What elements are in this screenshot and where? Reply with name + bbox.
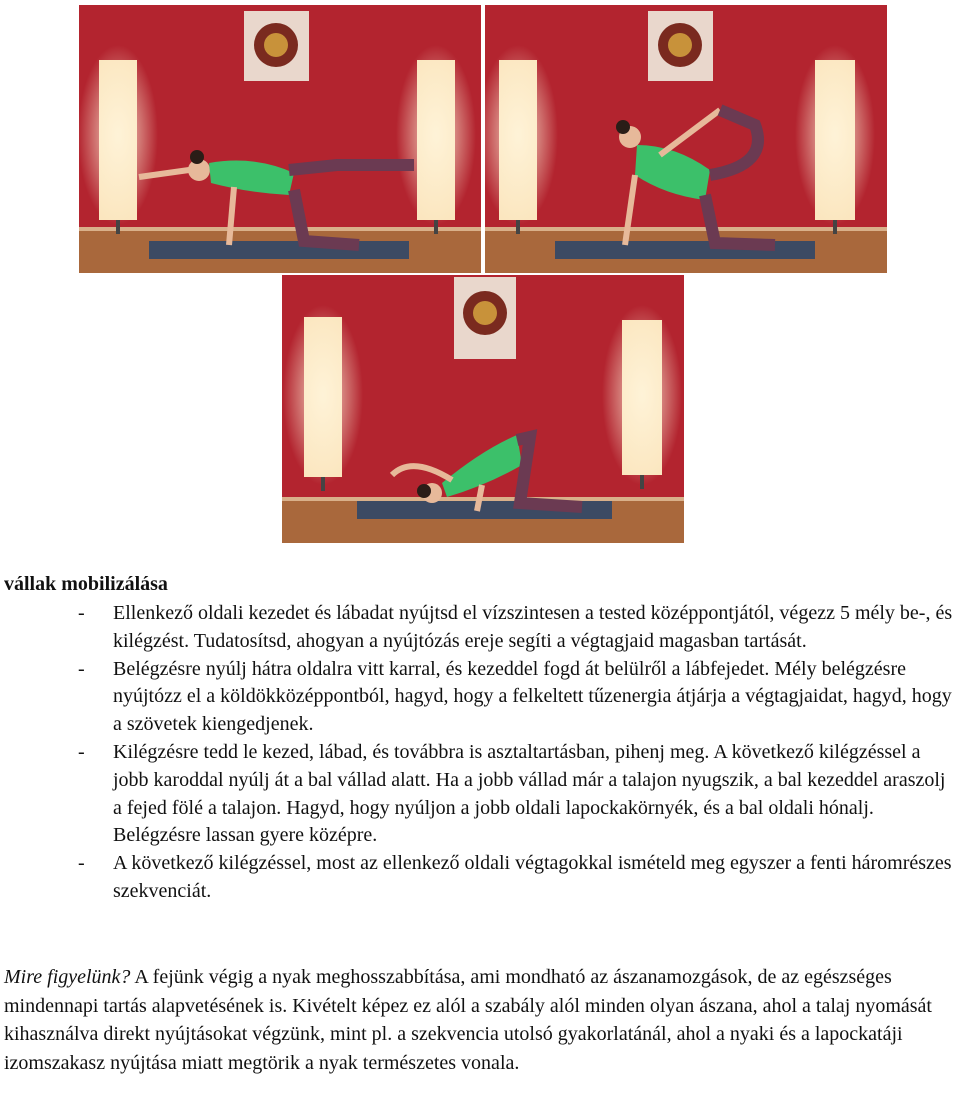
yoga-photo-2-image (485, 5, 887, 273)
step-item: - Belégzésre nyúlj hátra oldalra vitt karral, és kezeddel fogd át belülről a lábfejedet. Mély belégzésre nyújtózz el a köldökközéppontból, hagyd, hogy a felkeltett tűzenergia átjárja a végtagjaidat, hagyd, hogy a szövetek kiengedjenek. (0, 656, 960, 739)
yoga-photo-1-image (79, 5, 481, 273)
section-heading: vállak mobilizálása (4, 573, 168, 595)
note-label: Mire figyelünk? (4, 966, 131, 988)
yoga-photo-1 (79, 5, 481, 273)
yoga-photo-3 (282, 275, 684, 543)
note-text: A fejünk végig a nyak meghosszabbítása, ami mondható az ászanamozgások, de az egészséges mindennapi tartás alapvetésének is. Kivételt képez ez alól a szabály alól minden olyan ászana, ahol a talaj nyomását kihasználva direkt nyújtásokat végzünk, mint pl. a szekvencia utolsó gyakorlatánál, ahol a nyaki és a lapockatáji izomszakasz nyújtása miatt megtörik a nyak természetes vonala. (4, 966, 932, 1074)
yoga-photo-3-image (282, 275, 684, 543)
step-item: - Kilégzésre tedd le kezed, lábad, és továbbra is asztaltartásban, pihenj meg. A következő kilégzéssel a jobb karoddal nyúlj át a bal vállad alatt. Ha a jobb vállad már a talajon nyugszik, a bal kezeddel araszolj a fejed fölé a talajon. Hagyd, hogy nyúljon a jobb oldali lapockakörnyék, és a bal oldali hónalj. Belégzésre lassan gyere középre. (0, 739, 960, 850)
attention-note (4, 963, 956, 1077)
step-item: - A következő kilégzéssel, most az ellenkező oldali végtagokkal ismételd meg egyszer a fenti háromrészes szekvenciát. (0, 850, 960, 906)
step-item: - Ellenkező oldali kezedet és lábadat nyújtsd el vízszintesen a tested középpontjától, végezz 5 mély be-, és kilégzést. Tudatosítsd, ahogyan a nyújtózás ereje segíti a végtagjaid magasban tartását. (0, 600, 960, 656)
yoga-photo-2 (485, 5, 887, 273)
steps-list (0, 600, 960, 906)
